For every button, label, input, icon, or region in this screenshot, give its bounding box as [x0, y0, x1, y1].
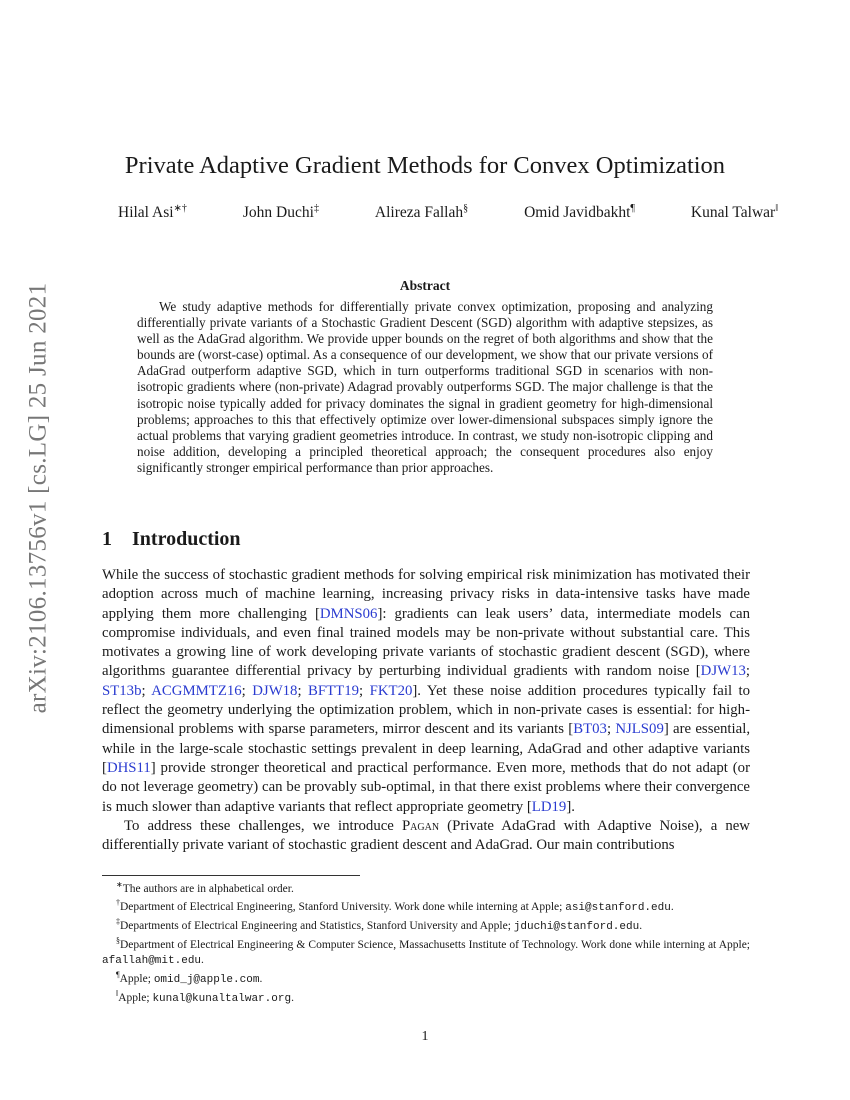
- citation-link[interactable]: BFTT19: [308, 682, 360, 699]
- section-number: 1: [102, 528, 112, 550]
- footnote: ∗The authors are in alphabetical order.: [116, 880, 294, 895]
- author: Kunal Talwar‖: [690, 203, 778, 222]
- author-footnote-mark: ‡: [313, 203, 319, 214]
- citation-link[interactable]: DMNS06: [319, 605, 378, 622]
- footnote: ‡Departments of Electrical Engineering and Statistics, Stanford University and Apple; jduchi@stanford.edu.: [116, 917, 643, 934]
- email-address[interactable]: omid_j@apple.com: [153, 973, 260, 986]
- citation-link[interactable]: NJLS09: [615, 721, 664, 738]
- author-footnote-mark: §: [463, 203, 469, 214]
- citation-link[interactable]: BT03: [573, 721, 607, 738]
- author: Alireza Fallah§: [374, 203, 469, 222]
- introduction-body: [102, 566, 750, 855]
- author-footnote-mark: ¶: [630, 203, 635, 214]
- footnote-divider: [102, 875, 360, 876]
- email-address[interactable]: asi@stanford.edu: [565, 901, 671, 914]
- footnote: §Department of Electrical Engineering & Computer Science, Massachusetts Institute of Technology. Work done while interning at Apple; afallah@mit.edu.: [102, 936, 750, 967]
- author-footnote-mark: ‖: [775, 203, 778, 214]
- citation-link[interactable]: FKT20: [369, 682, 413, 699]
- email-address[interactable]: jduchi@stanford.edu: [513, 921, 640, 934]
- citation-link[interactable]: LD19: [531, 798, 567, 815]
- citation-link[interactable]: DHS11: [106, 759, 151, 776]
- intro-paragraph: To address these challenges, we introduce Pagan (Private AdaGrad with Adaptive Noise), a new differentially private variant of stochastic gradient descent and AdaGrad. Our main contributions: [102, 817, 750, 854]
- arxiv-identifier-text: arXiv:2106.13756v1 [cs.LG] 25 Jun 2021: [24, 282, 52, 713]
- author-list: [118, 203, 778, 222]
- citation-link[interactable]: ACGMMTZ16: [151, 682, 242, 699]
- method-name: Pagan: [401, 817, 440, 834]
- author: John Duchi‡: [242, 203, 319, 222]
- section-heading: [102, 528, 502, 551]
- footnote: †Department of Electrical Engineering, Stanford University. Work done while interning at Apple; asi@stanford.edu.: [116, 898, 674, 914]
- email-address[interactable]: kunal@kunaltalwar.org: [152, 992, 292, 1005]
- page-number: 1: [421, 1029, 429, 1044]
- citation-link[interactable]: DJW13: [700, 663, 746, 680]
- paper-title: Private Adaptive Gradient Methods for Convex Optimization: [124, 152, 726, 179]
- arxiv-identifier-stamp: [18, 282, 58, 713]
- abstract-text: We study adaptive methods for differentially private convex optimization, proposing and analyzing differentially private variants of a Stochastic Gradient Descent (SGD) algorithm with adaptive stepsizes, as well as the AdaGrad algorithm. We provide upper bounds on the regret of both algorithms and show that the bounds are (worst-case) optimal. As a consequence of our development, we show that our private versions of AdaGrad outperform adaptive SGD, which in turn outperforms traditional SGD in scenarios with non-isotropic gradients where (non-private) Adagrad provably outperforms SGD. The major challenge is that the isotropic noise typically added for privacy dominates the signal in gradient geometry for high-dimensional problems; approaches to this that effectively optimize over lower-dimensional subspaces simply ignore the actual problems that varying gradient geometries introduce. In contrast, we study non-isotropic clipping and noise addition, developing a principled theoretical approach; the consequent procedures also enjoy significantly stronger empirical performance than prior approaches.: [137, 299, 713, 475]
- email-address[interactable]: afallah@mit.edu: [102, 954, 202, 967]
- author-footnote-mark: ∗†: [173, 203, 187, 214]
- intro-paragraph: While the success of stochastic gradient methods for solving empirical risk minimization has motivated their adoption across much of machine learning, increasing privacy risks in data-intensive tasks have made applying them more challenging [DMNS06]: gradients can leak users’ data, intermediate models can compromise individuals, and even final trained models may be non-private without substantial care. This motivates a growing line of work developing private variants of stochastic gradient descent (SGD), where algorithms guarantee differential privacy by perturbing individual gradients with random noise [DJW13; ST13b; ACGMMTZ16; DJW18; BFTT19; FKT20]. Yet these noise addition procedures typically fail to reflect the geometry underlying the optimization problem, which in non-private cases is essential: for high-dimensional problems with sparse parameters, mirror descent and its variants [BT03; NJLS09] are essential, while in the large-scale stochastic settings prevalent in deep learning, AdaGrad and other adaptive variants [DHS11] provide stronger theoretical and practical performance. Even more, methods that do not adapt (or do not leverage geometry) can be provably sub-optimal, in that there exist problems where their convergence is much slower than adaptive variants that reflect appropriate geometry [LD19].: [102, 567, 751, 815]
- footnotes: [102, 878, 750, 1006]
- author: Omid Javidbakht¶: [524, 203, 635, 222]
- abstract-heading: Abstract: [399, 278, 451, 293]
- citation-link[interactable]: DJW18: [252, 682, 298, 699]
- footnote: ‖Apple; kunal@kunaltalwar.org.: [116, 988, 294, 1005]
- citation-link[interactable]: ST13b: [102, 682, 142, 699]
- section-title: Introduction: [132, 528, 241, 550]
- author: Hilal Asi∗†: [118, 203, 187, 222]
- footnote: ¶Apple; omid_j@apple.com.: [116, 969, 263, 986]
